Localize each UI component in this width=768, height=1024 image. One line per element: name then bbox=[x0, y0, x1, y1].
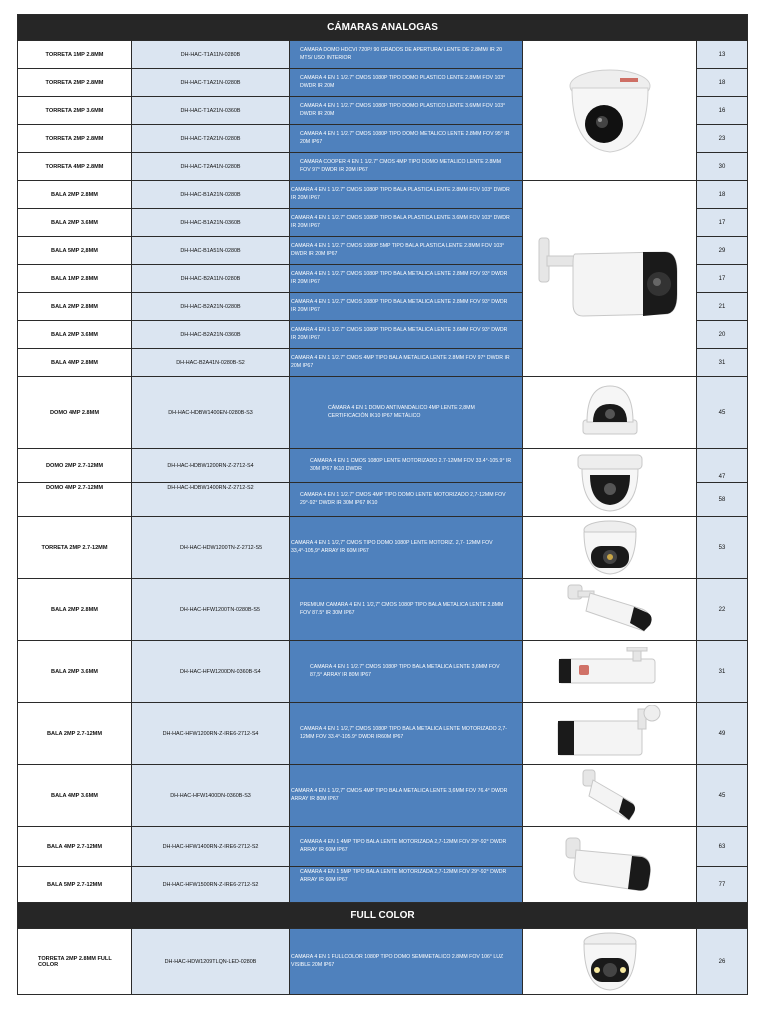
product-model: DH-HAC-HDBW1200RN-Z-2712-S4 bbox=[132, 449, 290, 483]
product-image-turret bbox=[523, 517, 697, 579]
table-row bbox=[18, 703, 748, 765]
product-description: CAMARA 4 EN 1 1/2.7" CMOS 1080P TIPO BALA PLASTICA LENTE 2.8MM FOV 103° DWDR IR 20M IP67 bbox=[290, 181, 523, 209]
table-row bbox=[18, 765, 748, 827]
product-description: CAMARA 4 EN 1 1/2,7" CMOS 1080P TIPO BALA METALICA LENTE MOTORIZADO 2,7-12MM FOV 33.4°-105.9° DWDR IR60M IP67 bbox=[290, 703, 523, 765]
product-model: DH-HAC-HDBW1400RN-Z-2712-S2 bbox=[132, 483, 290, 517]
product-description: CAMARA 4 EN 1 1/2.7" CMOS 4MP TIPO DOMO LENTE MOTORIZADO 2,7-12MM FOV 29°-92° DWDR IR 30M IP67 IK10 bbox=[290, 483, 523, 517]
product-name: TORRETA 4MP 2.8MM bbox=[18, 153, 132, 181]
product-price: 47 bbox=[697, 449, 748, 483]
product-price: 18 bbox=[697, 181, 748, 209]
camera-price-table bbox=[17, 14, 748, 995]
product-model: DH-HAC-B1A51N-0280B bbox=[132, 237, 290, 265]
section-title-fullcolor: FULL COLOR bbox=[18, 903, 748, 929]
product-price: 45 bbox=[697, 765, 748, 827]
product-price: 31 bbox=[697, 349, 748, 377]
turret-camera-icon bbox=[562, 56, 658, 166]
product-description: CAMARA DOMO HDCVI 720P/ 90 GRADOS DE APERTURA/ LENTE DE 2.8MM/ IR 20 MTS/ USO INTERIOR bbox=[290, 41, 523, 69]
product-name: BALA 2MP 2.7-12MM bbox=[18, 703, 132, 765]
product-image-turret bbox=[523, 41, 697, 181]
product-description: CAMARA 4 EN 1 1/2.7" CMOS 1080P TIPO DOMO PLASTICO LENTE 2.8MM FOV 103° DWDR IR 20M bbox=[290, 69, 523, 97]
table-row bbox=[18, 181, 748, 209]
price-sheet bbox=[17, 14, 747, 995]
product-price: 49 bbox=[697, 703, 748, 765]
product-description: CAMARA 4 EN 1 1/2.7" CMOS 1080P TIPO BALA METALICA LENTE 3.6MM FOV 93° DWDR IR 20M IP67 bbox=[290, 321, 523, 349]
product-name: TORRETA 2MP 2.8MM FULL COLOR bbox=[18, 929, 132, 995]
table-row bbox=[18, 517, 748, 579]
product-price: 53 bbox=[697, 517, 748, 579]
product-price: 77 bbox=[697, 867, 748, 903]
product-description: CÁMARA 4 EN 1 DOMO ANTIVANDALICO 4MP LENTE 2,8MM CERTIFICACIÓN IK10 IP67 METÁLICO bbox=[290, 377, 523, 449]
product-description: CAMARA 4 EN 1 CMOS 1080P LENTE MOTORIZADO 2.7-12MM FOV 33.4°-105.9° IR 30M IP67 IK10 DWDR bbox=[290, 449, 523, 483]
bullet-camera-icon bbox=[555, 647, 665, 697]
product-model: DH-HAC-T1A21N-0280B bbox=[132, 69, 290, 97]
dome-camera-icon bbox=[575, 380, 645, 446]
product-name: BALA 2MP 3.6MM bbox=[18, 209, 132, 237]
product-image-turret bbox=[523, 929, 697, 995]
product-name: TORRETA 2MP 2.7-12MM bbox=[18, 517, 132, 579]
product-name: DOMO 4MP 2.7-12MM bbox=[18, 483, 132, 517]
product-image-bullet bbox=[523, 827, 697, 903]
product-model: DH-HAC-T2A41N-0280B bbox=[132, 153, 290, 181]
product-model: DH-HAC-HFW1200TN-0280B-S5 bbox=[132, 579, 290, 641]
product-price: 21 bbox=[697, 293, 748, 321]
product-description: CAMARA 4 EN 1 5MP TIPO BALA LENTE MOTORIZADA 2,7-12MM FOV 29°-92° DWDR ARRAY IR 60M IP67 bbox=[290, 867, 523, 903]
product-price: 26 bbox=[697, 929, 748, 995]
product-name: DOMO 2MP 2.7-12MM bbox=[18, 449, 132, 483]
product-model: DH-HAC-HDW1209TLQN-LED-0280B bbox=[132, 929, 290, 995]
product-price: 13 bbox=[697, 41, 748, 69]
product-description: CAMARA 4 EN 1 1/2.7" CMOS 4MP TIPO BALA METALICA LENTE 2.8MM FOV 97° DWDR IR 20M IP67 bbox=[290, 349, 523, 377]
product-model: DH-HAC-T1A21N-0360B bbox=[132, 97, 290, 125]
product-description: CAMARA 4 EN 1 1/2.7" CMOS 1080P TIPO BALA METALICA LENTE 3,6MM FOV 87,5° ARRAY IR 80M IP67 bbox=[290, 641, 523, 703]
product-price: 58 bbox=[697, 483, 748, 517]
product-price: 29 bbox=[697, 237, 748, 265]
product-description: CAMARA 4 EN 1 FULLCOLOR 1080P TIPO DOMO SEMIMETALICO 2.8MM FOV 106° LUZ VISIBLE 20M IP67 bbox=[290, 929, 523, 995]
product-description: CAMARA 4 EN 1 1/2.7" CMOS 1080P TIPO DOMO PLASTICO LENTE 3.6MM FOV 103° DWDR IR 20M bbox=[290, 97, 523, 125]
product-image-bullet bbox=[523, 641, 697, 703]
product-name: BALA 4MP 2.8MM bbox=[18, 349, 132, 377]
product-price: 63 bbox=[697, 827, 748, 867]
product-description: CAMARA 4 EN 1 1/2,7" CMOS 4MP TIPO BALA METALICA LENTE 3,6MM FOV 76.4° DWDR ARRAY IR 80M IP67 bbox=[290, 765, 523, 827]
product-name: BALA 5MP 2,8MM bbox=[18, 237, 132, 265]
product-price: 31 bbox=[697, 641, 748, 703]
product-model: DH-HAC-HDW1200TN-Z-2712-S5 bbox=[132, 517, 290, 579]
product-model: DH-HAC-T2A21N-0280B bbox=[132, 125, 290, 153]
product-model: DH-HAC-B2A11N-0280B bbox=[132, 265, 290, 293]
product-price: 17 bbox=[697, 209, 748, 237]
product-name: TORRETA 2MP 3.6MM bbox=[18, 97, 132, 125]
section-title-analog: CÁMARAS ANALOGAS bbox=[18, 15, 748, 41]
turret-camera-icon bbox=[577, 518, 643, 578]
product-name: TORRETA 2MP 2.8MM bbox=[18, 125, 132, 153]
product-model: DH-HAC-B2A21N-0280B bbox=[132, 293, 290, 321]
product-model: DH-HAC-HFW1200RN-Z-IRE6-2712-S4 bbox=[132, 703, 290, 765]
table-row bbox=[18, 827, 748, 867]
product-model: DH-HAC-HFW1500RN-Z-IRE6-2712-S2 bbox=[132, 867, 290, 903]
product-price: 17 bbox=[697, 265, 748, 293]
product-name: TORRETA 1MP 2.8MM bbox=[18, 41, 132, 69]
product-price: 23 bbox=[697, 125, 748, 153]
product-model: DH-HAC-B1A21N-0280B bbox=[132, 181, 290, 209]
product-image-bullet bbox=[523, 181, 697, 377]
product-price: 22 bbox=[697, 579, 748, 641]
bullet-camera-icon bbox=[562, 581, 658, 639]
product-model: DH-HAC-HFW1200DN-0360B-S4 bbox=[132, 641, 290, 703]
product-description: CAMARA 4 EN 1 1/2.7" CMOS 1080P TIPO BALA METALICA LENTE 2.8MM FOV 93° DWDR IR 20M IP67 bbox=[290, 293, 523, 321]
product-description: CAMARA COOPER 4 EN 1 1/2.7" CMOS 4MP TIPO DOMO METALICO LENTE 2.8MM FOV 97° DWDR IR 20M IP67 bbox=[290, 153, 523, 181]
dome-camera-icon bbox=[572, 451, 648, 515]
bullet-camera-icon bbox=[552, 705, 668, 763]
product-description: CAMARA 4 EN 1 1/2.7" CMOS 1080P TIPO BALA PLASTICA LENTE 3.6MM FOV 103° DWDR IR 20M IP67 bbox=[290, 209, 523, 237]
section-header-analog bbox=[18, 15, 748, 41]
product-price: 20 bbox=[697, 321, 748, 349]
bullet-camera-icon bbox=[535, 224, 685, 334]
product-model: DH-HAC-B1A21N-0360B bbox=[132, 209, 290, 237]
product-image-bullet bbox=[523, 765, 697, 827]
product-description: CAMARA 4 EN 1 1/2,7" CMOS TIPO DOMO 1080P LENTE MOTORIZ. 2,7- 12MM FOV 33,4°-105,9° ARRAY IR 60M IP67 bbox=[290, 517, 523, 579]
product-image-dome bbox=[523, 449, 697, 517]
product-name: BALA 2MP 3.6MM bbox=[18, 321, 132, 349]
section-header-fullcolor bbox=[18, 903, 748, 929]
product-image-bullet bbox=[523, 579, 697, 641]
product-name: DOMO 4MP 2.8MM bbox=[18, 377, 132, 449]
product-price: 45 bbox=[697, 377, 748, 449]
table-row bbox=[18, 579, 748, 641]
product-name: BALA 2MP 2.8MM bbox=[18, 293, 132, 321]
product-price: 18 bbox=[697, 69, 748, 97]
product-name: BALA 2MP 2.8MM bbox=[18, 579, 132, 641]
bullet-camera-icon bbox=[575, 766, 645, 826]
product-description: CAMARA 4 EN 1 1/2.7" CMOS 1080P 5MP TIPO BALA PLASTICA LENTE 2.8MM FOV 103° DWDR IR 20M IP67 bbox=[290, 237, 523, 265]
table-row bbox=[18, 41, 748, 69]
product-model: DH-HAC-HFW1400DN-0360B-S3 bbox=[132, 765, 290, 827]
product-name: BALA 4MP 3.6MM bbox=[18, 765, 132, 827]
product-description: PREMIUM CAMARA 4 EN 1 1/2,7" CMOS 1080P TIPO BALA METALICA LENTE 2.8MM FOV 87.5° IR 30M IP67 bbox=[290, 579, 523, 641]
product-model: DH-HAC-HFW1400RN-Z-IRE6-2712-S2 bbox=[132, 827, 290, 867]
bullet-camera-icon bbox=[562, 834, 658, 896]
product-image-dome bbox=[523, 377, 697, 449]
product-name: BALA 5MP 2.7-12MM bbox=[18, 867, 132, 903]
product-price: 30 bbox=[697, 153, 748, 181]
product-description: CAMARA 4 EN 1 1/2.7" CMOS 1080P TIPO DOMO METALICO LENTE 2.8MM FOV 95° IR 20M IP67 bbox=[290, 125, 523, 153]
table-row bbox=[18, 449, 748, 483]
turret-camera-icon bbox=[575, 930, 645, 994]
product-name: BALA 1MP 2.8MM bbox=[18, 265, 132, 293]
product-name: BALA 2MP 3.6MM bbox=[18, 641, 132, 703]
product-image-bullet bbox=[523, 703, 697, 765]
product-name: BALA 4MP 2.7-12MM bbox=[18, 827, 132, 867]
product-name: BALA 2MP 2.8MM bbox=[18, 181, 132, 209]
product-model: DH-HAC-B2A21N-0360B bbox=[132, 321, 290, 349]
product-description: CAMARA 4 EN 1 1/2.7" CMOS 1080P TIPO BALA METALICA LENTE 2.8MM FOV 93° DWDR IR 20M IP67 bbox=[290, 265, 523, 293]
product-model: DH-HAC-HDBW1400EN-0280B-S3 bbox=[132, 377, 290, 449]
product-description: CAMARA 4 EN 1 4MP TIPO BALA LENTE MOTORIZADA 2,7-12MM FOV 29°-92° DWDR ARRAY IR 60M IP67 bbox=[290, 827, 523, 867]
table-row bbox=[18, 377, 748, 449]
product-model: DH-HAC-T1A11N-0280B bbox=[132, 41, 290, 69]
product-model: DH-HAC-B2A41N-0280B-S2 bbox=[132, 349, 290, 377]
table-row bbox=[18, 929, 748, 995]
product-name: TORRETA 2MP 2.8MM bbox=[18, 69, 132, 97]
product-price: 16 bbox=[697, 97, 748, 125]
table-row bbox=[18, 641, 748, 703]
